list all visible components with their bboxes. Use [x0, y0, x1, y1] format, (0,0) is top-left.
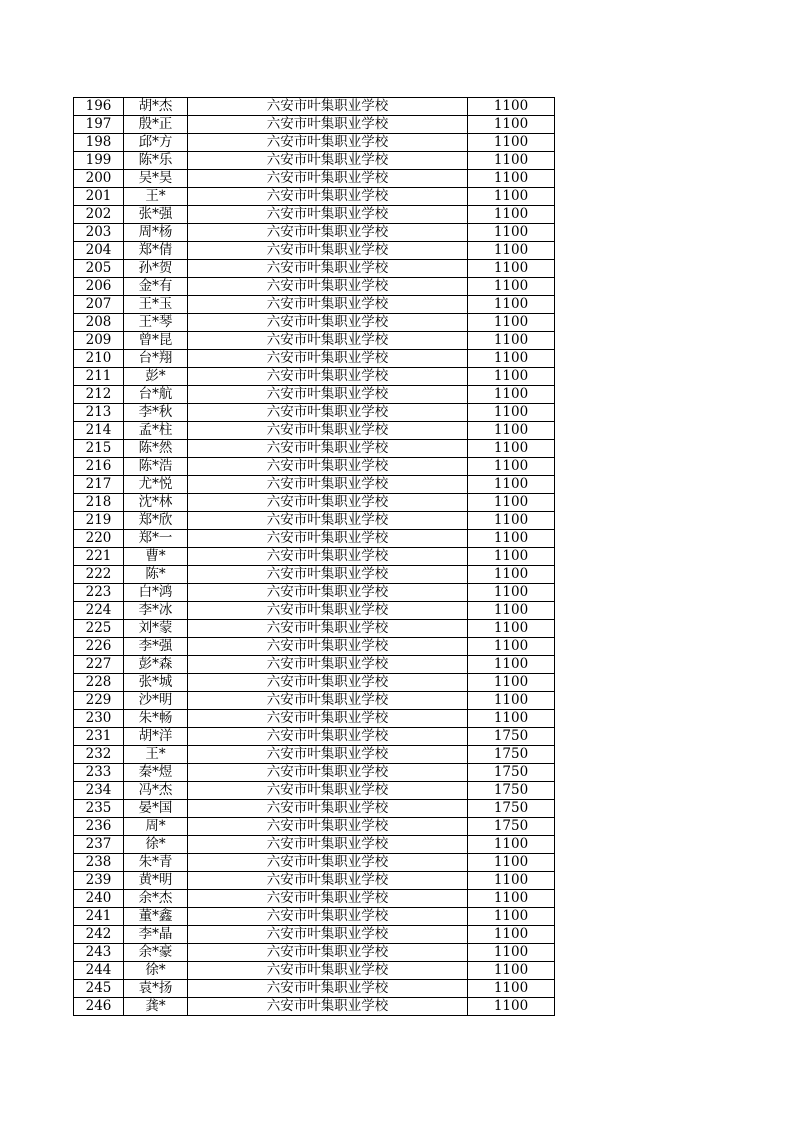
student-name-cell: 李*强 — [124, 638, 188, 656]
table-row — [74, 314, 555, 332]
table-row — [74, 674, 555, 692]
table-row — [74, 854, 555, 872]
table-row — [74, 512, 555, 530]
row-number-cell: 238 — [74, 854, 124, 872]
student-name-cell: 朱*畅 — [124, 710, 188, 728]
student-name-cell: 白*鸿 — [124, 584, 188, 602]
table-row — [74, 746, 555, 764]
student-name-cell: 黄*明 — [124, 872, 188, 890]
row-number-cell: 214 — [74, 422, 124, 440]
table-row — [74, 782, 555, 800]
table-row — [74, 908, 555, 926]
subsidy-table — [73, 97, 555, 1016]
row-number-cell: 205 — [74, 260, 124, 278]
school-name-cell: 六安市叶集职业学校 — [188, 620, 468, 638]
table-row — [74, 332, 555, 350]
amount-cell: 1100 — [468, 296, 555, 314]
table-row — [74, 728, 555, 746]
school-name-cell: 六安市叶集职业学校 — [188, 818, 468, 836]
row-number-cell: 212 — [74, 386, 124, 404]
table-row — [74, 242, 555, 260]
table-row — [74, 386, 555, 404]
row-number-cell: 209 — [74, 332, 124, 350]
student-name-cell: 郑*欣 — [124, 512, 188, 530]
student-name-cell: 陈*乐 — [124, 152, 188, 170]
table-row — [74, 188, 555, 206]
school-name-cell: 六安市叶集职业学校 — [188, 260, 468, 278]
row-number-cell: 197 — [74, 116, 124, 134]
row-number-cell: 199 — [74, 152, 124, 170]
row-number-cell: 210 — [74, 350, 124, 368]
amount-cell: 1750 — [468, 728, 555, 746]
school-name-cell: 六安市叶集职业学校 — [188, 854, 468, 872]
row-number-cell: 204 — [74, 242, 124, 260]
school-name-cell: 六安市叶集职业学校 — [188, 962, 468, 980]
amount-cell: 1100 — [468, 980, 555, 998]
school-name-cell: 六安市叶集职业学校 — [188, 440, 468, 458]
school-name-cell: 六安市叶集职业学校 — [188, 170, 468, 188]
school-name-cell: 六安市叶集职业学校 — [188, 728, 468, 746]
row-number-cell: 244 — [74, 962, 124, 980]
school-name-cell: 六安市叶集职业学校 — [188, 242, 468, 260]
row-number-cell: 226 — [74, 638, 124, 656]
amount-cell: 1100 — [468, 890, 555, 908]
student-name-cell: 陈* — [124, 566, 188, 584]
row-number-cell: 198 — [74, 134, 124, 152]
row-number-cell: 245 — [74, 980, 124, 998]
amount-cell: 1100 — [468, 260, 555, 278]
student-name-cell: 刘*蒙 — [124, 620, 188, 638]
amount-cell: 1100 — [468, 242, 555, 260]
row-number-cell: 229 — [74, 692, 124, 710]
school-name-cell: 六安市叶集职业学校 — [188, 692, 468, 710]
table-row — [74, 656, 555, 674]
table-row — [74, 836, 555, 854]
amount-cell: 1100 — [468, 638, 555, 656]
student-name-cell: 龚* — [124, 998, 188, 1016]
amount-cell: 1100 — [468, 332, 555, 350]
school-name-cell: 六安市叶集职业学校 — [188, 494, 468, 512]
row-number-cell: 206 — [74, 278, 124, 296]
amount-cell: 1100 — [468, 872, 555, 890]
amount-cell: 1750 — [468, 800, 555, 818]
amount-cell: 1750 — [468, 818, 555, 836]
school-name-cell: 六安市叶集职业学校 — [188, 332, 468, 350]
student-name-cell: 彭*森 — [124, 656, 188, 674]
amount-cell: 1100 — [468, 422, 555, 440]
student-name-cell: 袁*扬 — [124, 980, 188, 998]
table-row — [74, 530, 555, 548]
student-name-cell: 张*城 — [124, 674, 188, 692]
table-row — [74, 764, 555, 782]
student-name-cell: 李*冰 — [124, 602, 188, 620]
student-name-cell: 王* — [124, 188, 188, 206]
school-name-cell: 六安市叶集职业学校 — [188, 998, 468, 1016]
school-name-cell: 六安市叶集职业学校 — [188, 530, 468, 548]
student-name-cell: 金*有 — [124, 278, 188, 296]
amount-cell: 1100 — [468, 530, 555, 548]
table-row — [74, 98, 555, 116]
school-name-cell: 六安市叶集职业学校 — [188, 764, 468, 782]
student-name-cell: 陈*浩 — [124, 458, 188, 476]
amount-cell: 1100 — [468, 116, 555, 134]
amount-cell: 1100 — [468, 278, 555, 296]
school-name-cell: 六安市叶集职业学校 — [188, 638, 468, 656]
student-name-cell: 曾*昆 — [124, 332, 188, 350]
spreadsheet-page — [73, 97, 555, 1016]
amount-cell: 1100 — [468, 854, 555, 872]
amount-cell: 1100 — [468, 908, 555, 926]
amount-cell: 1100 — [468, 944, 555, 962]
student-name-cell: 周*杨 — [124, 224, 188, 242]
row-number-cell: 233 — [74, 764, 124, 782]
amount-cell: 1100 — [468, 836, 555, 854]
row-number-cell: 241 — [74, 908, 124, 926]
student-name-cell: 殷*正 — [124, 116, 188, 134]
student-name-cell: 余*杰 — [124, 890, 188, 908]
table-row — [74, 602, 555, 620]
student-name-cell: 王* — [124, 746, 188, 764]
row-number-cell: 202 — [74, 206, 124, 224]
row-number-cell: 217 — [74, 476, 124, 494]
school-name-cell: 六安市叶集职业学校 — [188, 458, 468, 476]
school-name-cell: 六安市叶集职业学校 — [188, 368, 468, 386]
student-name-cell: 董*鑫 — [124, 908, 188, 926]
school-name-cell: 六安市叶集职业学校 — [188, 206, 468, 224]
row-number-cell: 232 — [74, 746, 124, 764]
school-name-cell: 六安市叶集职业学校 — [188, 314, 468, 332]
table-row — [74, 206, 555, 224]
amount-cell: 1100 — [468, 548, 555, 566]
amount-cell: 1100 — [468, 404, 555, 422]
row-number-cell: 239 — [74, 872, 124, 890]
school-name-cell: 六安市叶集职业学校 — [188, 350, 468, 368]
row-number-cell: 225 — [74, 620, 124, 638]
student-name-cell: 邱*方 — [124, 134, 188, 152]
student-name-cell: 台*翔 — [124, 350, 188, 368]
amount-cell: 1100 — [468, 134, 555, 152]
table-row — [74, 872, 555, 890]
student-name-cell: 彭* — [124, 368, 188, 386]
school-name-cell: 六安市叶集职业学校 — [188, 152, 468, 170]
table-row — [74, 368, 555, 386]
amount-cell: 1100 — [468, 620, 555, 638]
amount-cell: 1100 — [468, 368, 555, 386]
amount-cell: 1100 — [468, 170, 555, 188]
student-name-cell: 沈*林 — [124, 494, 188, 512]
student-name-cell: 周* — [124, 818, 188, 836]
school-name-cell: 六安市叶集职业学校 — [188, 548, 468, 566]
school-name-cell: 六安市叶集职业学校 — [188, 836, 468, 854]
table-row — [74, 404, 555, 422]
student-name-cell: 孟*柱 — [124, 422, 188, 440]
row-number-cell: 221 — [74, 548, 124, 566]
row-number-cell: 243 — [74, 944, 124, 962]
student-name-cell: 王*琴 — [124, 314, 188, 332]
school-name-cell: 六安市叶集职业学校 — [188, 296, 468, 314]
amount-cell: 1100 — [468, 962, 555, 980]
amount-cell: 1100 — [468, 98, 555, 116]
student-name-cell: 郑*倩 — [124, 242, 188, 260]
row-number-cell: 222 — [74, 566, 124, 584]
amount-cell: 1100 — [468, 512, 555, 530]
school-name-cell: 六安市叶集职业学校 — [188, 746, 468, 764]
student-name-cell: 陈*然 — [124, 440, 188, 458]
school-name-cell: 六安市叶集职业学校 — [188, 224, 468, 242]
amount-cell: 1100 — [468, 476, 555, 494]
amount-cell: 1100 — [468, 710, 555, 728]
table-row — [74, 224, 555, 242]
amount-cell: 1100 — [468, 674, 555, 692]
amount-cell: 1100 — [468, 926, 555, 944]
school-name-cell: 六安市叶集职业学校 — [188, 134, 468, 152]
school-name-cell: 六安市叶集职业学校 — [188, 512, 468, 530]
student-name-cell: 徐* — [124, 836, 188, 854]
student-name-cell: 晏*国 — [124, 800, 188, 818]
row-number-cell: 240 — [74, 890, 124, 908]
table-row — [74, 890, 555, 908]
school-name-cell: 六安市叶集职业学校 — [188, 404, 468, 422]
table-row — [74, 944, 555, 962]
table-row — [74, 458, 555, 476]
row-number-cell: 216 — [74, 458, 124, 476]
row-number-cell: 227 — [74, 656, 124, 674]
student-name-cell: 徐* — [124, 962, 188, 980]
amount-cell: 1100 — [468, 152, 555, 170]
student-name-cell: 冯*杰 — [124, 782, 188, 800]
row-number-cell: 236 — [74, 818, 124, 836]
school-name-cell: 六安市叶集职业学校 — [188, 890, 468, 908]
row-number-cell: 200 — [74, 170, 124, 188]
table-row — [74, 638, 555, 656]
student-name-cell: 张*强 — [124, 206, 188, 224]
row-number-cell: 230 — [74, 710, 124, 728]
student-name-cell: 尤*悦 — [124, 476, 188, 494]
amount-cell: 1100 — [468, 314, 555, 332]
student-name-cell: 郑*一 — [124, 530, 188, 548]
table-row — [74, 296, 555, 314]
row-number-cell: 219 — [74, 512, 124, 530]
school-name-cell: 六安市叶集职业学校 — [188, 656, 468, 674]
amount-cell: 1100 — [468, 584, 555, 602]
student-name-cell: 孙*贺 — [124, 260, 188, 278]
amount-cell: 1100 — [468, 188, 555, 206]
amount-cell: 1100 — [468, 692, 555, 710]
student-name-cell: 秦*煜 — [124, 764, 188, 782]
school-name-cell: 六安市叶集职业学校 — [188, 800, 468, 818]
row-number-cell: 228 — [74, 674, 124, 692]
school-name-cell: 六安市叶集职业学校 — [188, 926, 468, 944]
school-name-cell: 六安市叶集职业学校 — [188, 422, 468, 440]
amount-cell: 1100 — [468, 566, 555, 584]
school-name-cell: 六安市叶集职业学校 — [188, 386, 468, 404]
school-name-cell: 六安市叶集职业学校 — [188, 188, 468, 206]
table-row — [74, 170, 555, 188]
row-number-cell: 223 — [74, 584, 124, 602]
row-number-cell: 235 — [74, 800, 124, 818]
row-number-cell: 208 — [74, 314, 124, 332]
amount-cell: 1100 — [468, 998, 555, 1016]
row-number-cell: 242 — [74, 926, 124, 944]
table-row — [74, 116, 555, 134]
table-row — [74, 440, 555, 458]
school-name-cell: 六安市叶集职业学校 — [188, 872, 468, 890]
student-name-cell: 余*豪 — [124, 944, 188, 962]
table-row — [74, 278, 555, 296]
table-row — [74, 998, 555, 1016]
row-number-cell: 203 — [74, 224, 124, 242]
table-row — [74, 476, 555, 494]
student-name-cell: 曹* — [124, 548, 188, 566]
student-name-cell: 吴*昊 — [124, 170, 188, 188]
school-name-cell: 六安市叶集职业学校 — [188, 908, 468, 926]
school-name-cell: 六安市叶集职业学校 — [188, 98, 468, 116]
row-number-cell: 218 — [74, 494, 124, 512]
school-name-cell: 六安市叶集职业学校 — [188, 476, 468, 494]
table-row — [74, 980, 555, 998]
amount-cell: 1100 — [468, 440, 555, 458]
table-row — [74, 710, 555, 728]
table-row — [74, 800, 555, 818]
amount-cell: 1100 — [468, 494, 555, 512]
table-row — [74, 620, 555, 638]
table-row — [74, 926, 555, 944]
amount-cell: 1100 — [468, 458, 555, 476]
amount-cell: 1100 — [468, 602, 555, 620]
student-name-cell: 李*晶 — [124, 926, 188, 944]
school-name-cell: 六安市叶集职业学校 — [188, 584, 468, 602]
table-row — [74, 962, 555, 980]
table-row — [74, 494, 555, 512]
student-name-cell: 沙*明 — [124, 692, 188, 710]
row-number-cell: 207 — [74, 296, 124, 314]
table-row — [74, 818, 555, 836]
table-row — [74, 566, 555, 584]
student-name-cell: 朱*青 — [124, 854, 188, 872]
row-number-cell: 224 — [74, 602, 124, 620]
table-row — [74, 584, 555, 602]
amount-cell: 1100 — [468, 350, 555, 368]
row-number-cell: 220 — [74, 530, 124, 548]
school-name-cell: 六安市叶集职业学校 — [188, 602, 468, 620]
table-row — [74, 260, 555, 278]
school-name-cell: 六安市叶集职业学校 — [188, 116, 468, 134]
row-number-cell: 231 — [74, 728, 124, 746]
school-name-cell: 六安市叶集职业学校 — [188, 980, 468, 998]
table-row — [74, 692, 555, 710]
table-row — [74, 422, 555, 440]
student-name-cell: 李*秋 — [124, 404, 188, 422]
amount-cell: 1750 — [468, 764, 555, 782]
table-row — [74, 350, 555, 368]
student-name-cell: 胡*杰 — [124, 98, 188, 116]
table-body — [74, 98, 555, 1016]
row-number-cell: 211 — [74, 368, 124, 386]
student-name-cell: 胡*洋 — [124, 728, 188, 746]
amount-cell: 1100 — [468, 656, 555, 674]
amount-cell: 1750 — [468, 782, 555, 800]
row-number-cell: 234 — [74, 782, 124, 800]
table-row — [74, 134, 555, 152]
school-name-cell: 六安市叶集职业学校 — [188, 944, 468, 962]
amount-cell: 1100 — [468, 206, 555, 224]
table-row — [74, 548, 555, 566]
row-number-cell: 246 — [74, 998, 124, 1016]
row-number-cell: 196 — [74, 98, 124, 116]
row-number-cell: 215 — [74, 440, 124, 458]
school-name-cell: 六安市叶集职业学校 — [188, 566, 468, 584]
table-row — [74, 152, 555, 170]
student-name-cell: 台*航 — [124, 386, 188, 404]
student-name-cell: 王*玉 — [124, 296, 188, 314]
row-number-cell: 237 — [74, 836, 124, 854]
amount-cell: 1100 — [468, 386, 555, 404]
amount-cell: 1100 — [468, 224, 555, 242]
school-name-cell: 六安市叶集职业学校 — [188, 782, 468, 800]
row-number-cell: 201 — [74, 188, 124, 206]
school-name-cell: 六安市叶集职业学校 — [188, 710, 468, 728]
school-name-cell: 六安市叶集职业学校 — [188, 278, 468, 296]
school-name-cell: 六安市叶集职业学校 — [188, 674, 468, 692]
row-number-cell: 213 — [74, 404, 124, 422]
amount-cell: 1750 — [468, 746, 555, 764]
